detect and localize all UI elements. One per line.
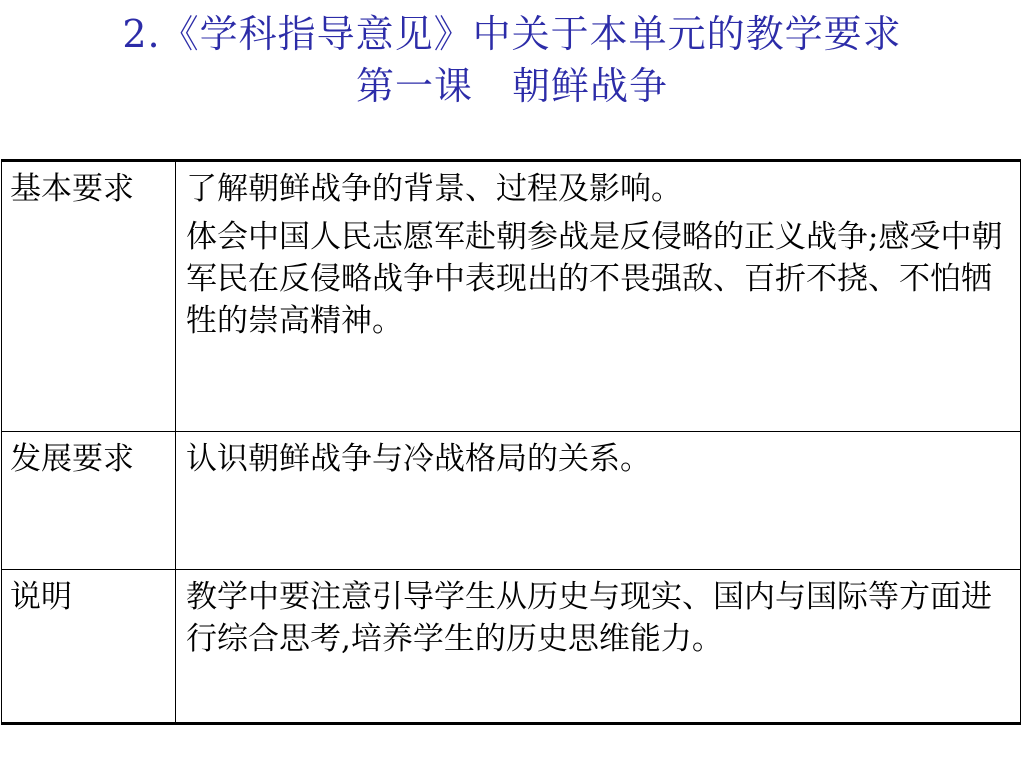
row-content-basic <box>176 161 1021 432</box>
table-row-notes <box>2 570 1021 724</box>
row-label-notes: 说明 <box>2 570 176 724</box>
content-paragraph: 体会中国人民志愿军赴朝参战是反侵略的正义战争;感受中朝军民在反侵略战争中表现出的不畏强敌、百折不挠、不怕牺牲的崇高精神。 <box>186 219 1003 339</box>
table-row-basic-requirements <box>2 161 1021 432</box>
content-paragraph: 教学中要注意引导学生从历史与现实、国内与国际等方面进行综合思考,培养学生的历史思维能力。 <box>186 579 992 657</box>
title-line-1: 2.《学科指导意见》中关于本单元的教学要求 <box>122 12 902 56</box>
requirements-table <box>1 159 1021 725</box>
slide-title <box>0 8 1024 112</box>
row-label-basic: 基本要求 <box>2 161 176 432</box>
row-content-notes <box>176 570 1021 724</box>
content-paragraph: 了解朝鲜战争的背景、过程及影响。 <box>186 171 682 207</box>
title-line-2: 第一课 朝鲜战争 <box>355 64 668 108</box>
row-content-advanced <box>176 432 1021 570</box>
table-row-advanced-requirements <box>2 432 1021 570</box>
content-paragraph: 认识朝鲜战争与冷战格局的关系。 <box>186 441 651 477</box>
row-label-advanced: 发展要求 <box>2 432 176 570</box>
